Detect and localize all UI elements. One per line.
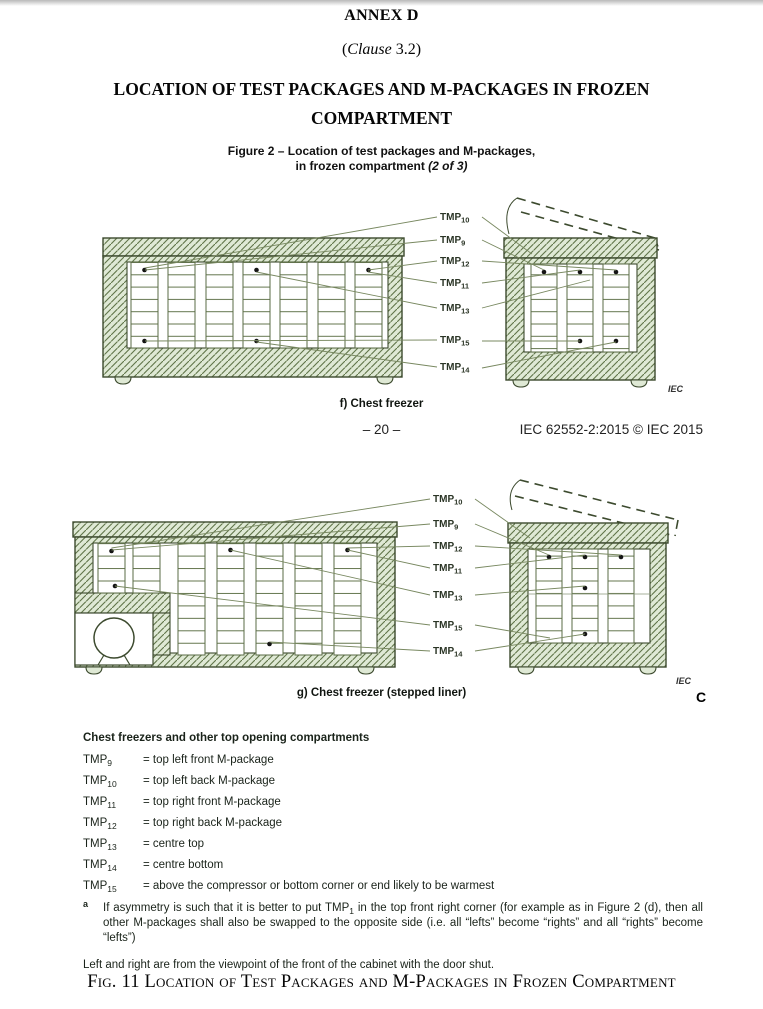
tmp-label-f-12: $TMP_{12}$ [440,256,470,269]
foot [513,380,529,387]
figure-f-front-view [103,238,404,384]
legend-entry-tmp10: $TMP_{10}$ = top left back M-package [83,775,276,789]
annex-main-title-line1: LOCATION OF TEST PACKAGES AND M-PACKAGES IN FROZEN [113,79,650,99]
annex-title: ANNEX D [344,7,419,24]
page-top-edge [0,0,763,6]
document-reference: IEC 62552-2:2015 © IEC 2015 [519,422,703,437]
viewpoint-note: Left and right are from the viewpoint of the front of the cabinet with the door shut. [83,959,495,971]
tmp-label-g-13: $TMP_{13}$ [433,590,463,603]
figure-2-caption-line1: Figure 2 – Location of test packages and M-packages, [227,144,536,158]
figure-2-caption [0,144,763,174]
tmp-label-g-11: $TMP_{11}$ [433,563,463,576]
compressor [94,618,134,658]
tmp-label-g-12: $TMP_{12}$ [433,541,463,554]
lid-swing-arc [510,480,520,510]
tmp-labels-g [433,494,463,659]
tmp-label-g-9: $TMP_9$ [433,519,459,532]
foot [631,380,647,387]
tmp-label-f-13: $TMP_{13}$ [440,303,470,316]
figure-g-front-view [73,522,397,674]
legend-heading: Chest freezers and other top opening compartments [83,732,370,744]
tmp-label-f-11: $TMP_{11}$ [440,278,470,291]
bottom-figure-caption: Fig. 11 Location of Test Packages and M-Packages in Frozen Compartment [87,972,676,992]
clause-reference: (Clause 3.2) [341,41,422,58]
foot [358,667,374,674]
legend-entry-tmp15: $TMP_{15}$ = above the compressor or bottom corner or end likely to be warmest [83,880,495,894]
page-number: – 20 – [362,422,401,437]
tmp-label-f-9: $TMP_9$ [440,235,466,248]
caption-figure-f: f) Chest freezer [339,398,424,410]
footnote-a: a If asymmetry is such that it is better to put $TMP_1$ in the top front right corner (for example as in Figure 2 (d), then all other M-packages shall also be swapped to the opposite side (i.e. all “lefts” become “rights” and all “rights” become “lefts”) [83,899,703,944]
margin-note-c: C [696,689,707,705]
legend-block [83,732,705,983]
legend-entry-tmp13: $TMP_{13}$ = centre top [83,838,205,852]
tmp-label-f-14: $TMP_{14}$ [440,362,470,375]
figure-g-diagram [60,478,725,708]
tmp-label-g-15: $TMP_{15}$ [433,620,463,633]
foot [115,377,131,384]
caption-figure-g: g) Chest freezer (stepped liner) [296,687,467,699]
iec-mark-g: IEC [676,676,692,686]
step-liner-top [75,593,170,613]
iec-mark-f: IEC [668,384,684,394]
foot [518,667,534,674]
legend-entry-tmp9: $TMP_9$ = top left front M-package [83,754,274,768]
step-liner-side [153,613,170,655]
tmp-label-g-14: $TMP_{14}$ [433,646,463,659]
tmp-label-g-10: $TMP_{10}$ [433,494,463,507]
figure-g-side-view [508,480,678,674]
lid-swing-arc [507,198,517,234]
foot [640,667,656,674]
annex-main-title-line2: COMPARTMENT [311,108,452,128]
foot [377,377,393,384]
figure-2-caption-line2: in frozen compartment (2 of 3) [295,159,468,173]
legend-entry-tmp12: $TMP_{12}$ = top right back M-package [83,817,283,831]
annex-main-title [0,75,763,133]
tmp-label-f-15: $TMP_{15}$ [440,335,470,348]
legend-entry-tmp14: $TMP_{14}$ = centre bottom [83,859,224,873]
legend-entry-tmp11: $TMP_{11}$ = top right front M-package [83,796,281,810]
tmp-labels-f [440,212,470,375]
figure-f-diagram [85,192,705,402]
tmp-label-f-10: $TMP_{10}$ [440,212,470,225]
figure-f-side-view [504,198,659,387]
foot [86,667,102,674]
